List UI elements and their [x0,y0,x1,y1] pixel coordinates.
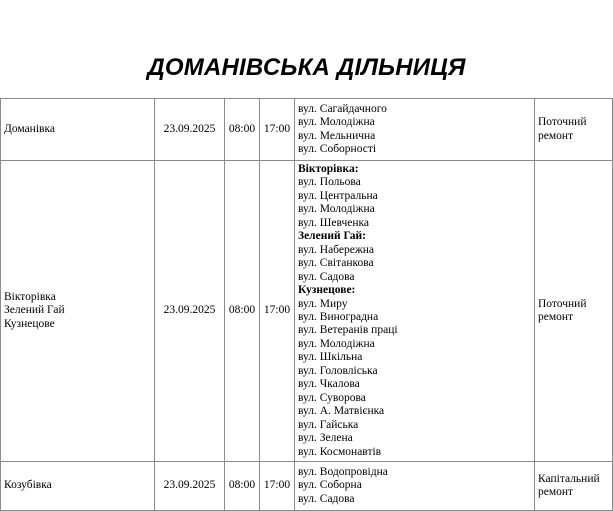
street-name: вул. Миру [298,297,348,310]
street-name: вул. Гайська [298,418,359,431]
settlement-name: Доманівка [4,122,55,135]
settlement-name: Вікторівка [4,290,56,303]
street-name: вул. Ветеранів праці [298,324,398,337]
streets-cell [295,99,535,161]
street-name: вул. Космонавтів [298,445,382,458]
streets-cell [295,161,535,462]
street-name: вул. Сагайдачного [298,102,387,115]
street-name: вул. Зелена [298,432,353,445]
start-time-cell: 08:00 [225,462,260,511]
table-row [1,161,613,462]
street-name: вул. Виноградна [298,311,379,323]
settlement-cell [1,161,155,462]
end-time-cell: 17:00 [260,462,295,511]
outage-schedule-table [0,98,613,511]
street-name: вул. Мельнична [298,129,376,142]
start-time-cell: 08:00 [225,99,260,161]
start-time-cell: 08:00 [225,161,260,462]
settlement-name: Козубівка [4,479,52,492]
street-name: вул. Шевченка [298,216,370,229]
village-heading: Зелений Гай: [298,230,366,243]
street-name: вул. Суворова [298,391,366,404]
street-name: вул. Головліська [298,364,378,377]
village-heading: Вікторівка: [298,163,359,176]
date-cell: 23.09.2025 [155,99,225,161]
work-type-cell: Поточний ремонт [535,161,613,462]
settlement-name: Кузнецове [4,317,55,330]
work-type-cell: Поточний ремонт [535,99,613,161]
street-name: вул. Світанкова [298,257,374,270]
settlement-cell [1,462,155,511]
work-type-cell: Капітальний ремонт [535,462,613,511]
street-name: вул. Молодіжна [298,116,375,129]
settlement-cell [1,99,155,161]
end-time-cell: 17:00 [260,161,295,462]
street-name: вул. Чкалова [298,378,360,391]
end-time-cell: 17:00 [260,99,295,161]
settlement-name: Зелений Гай [4,304,65,317]
date-cell: 23.09.2025 [155,462,225,511]
street-name: вул. Соборна [298,479,362,492]
street-name: вул. Садова [298,270,355,283]
street-name: вул. Центральна [298,189,378,202]
table-row [1,462,613,511]
schedule-body [1,99,613,511]
street-name: вул. Водопровідна [298,465,388,478]
street-name: вул. Соборності [298,142,377,155]
street-name: вул. Набережна [298,243,375,256]
street-name: вул. Польова [298,176,361,189]
table-row [1,99,613,161]
street-name: вул. Молодіжна [298,337,375,350]
date-cell: 23.09.2025 [155,161,225,462]
street-name: вул. Садова [298,492,355,505]
page-title: ДОМАНІВСЬКА ДІЛЬНИЦЯ [147,54,466,81]
street-name: вул. Шкільна [298,351,363,364]
village-heading: Кузнецове: [298,284,356,297]
streets-cell [295,462,535,511]
street-name: вул. А. Матвієнка [298,405,385,418]
street-name: вул. Молодіжна [298,203,375,216]
